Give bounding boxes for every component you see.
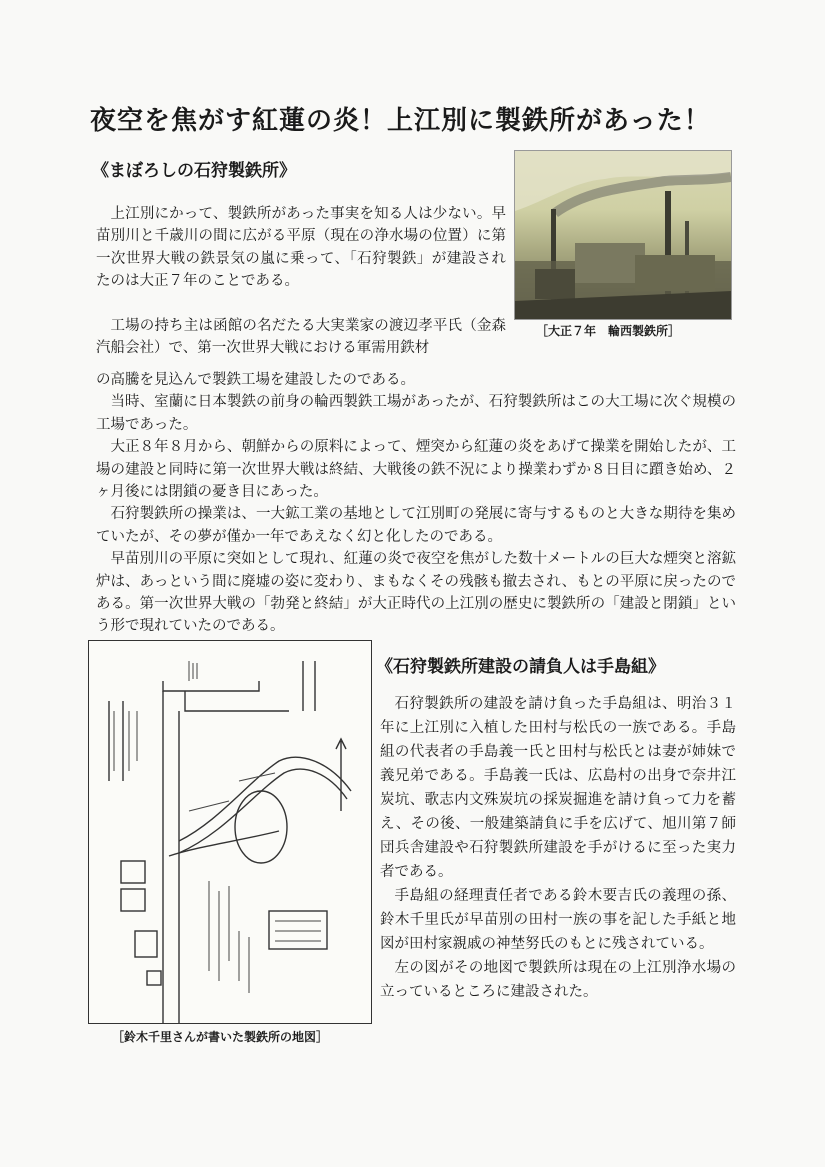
- paragraph: 上江別にかって、製鉄所があった事実を知る人は少ない。早苗別川と千歳川の間に広がる平原（現在の浄水場の位置）に第一次世界大戦の鉄景気の嵐に乗って、「石狩製鉄」が建設されたのは大正７年のことである。: [96, 206, 506, 290]
- paragraph: 早苗別川の平原に突如として現れ、紅蓮の炎で夜空を焦がした数十メートルの巨大な煙突と溶鉱炉は、あっという間に廃墟の姿に変わり、まもなくその残骸も撤去され、もとの平原に戻ったのである。第一次世界大戦の「勃発と終結」が大正時代の上江別の歴史に製鉄所の「建設と閉鎖」という形で現れていたのである。: [96, 551, 736, 635]
- ironworks-photo: [514, 150, 732, 320]
- section2-text: [380, 692, 736, 1004]
- section1-text-top: [96, 203, 506, 293]
- paragraph: 工場の持ち主は函館の名だたる大実業家の渡辺孝平氏（金森汽船会社）で、第一次世界大戦における軍需用鉄材: [96, 318, 506, 357]
- section1-text-top-2: [96, 315, 506, 360]
- photo-caption: ［大正７年 輪西製鉄所］: [536, 324, 681, 338]
- page-title: 夜空を焦がす紅蓮の炎！上江別に製鉄所があった！: [90, 106, 711, 136]
- paragraph: 石狩製鉄所の建設を請け負った手島組は、明治３１年に上江別に入植した田村与松氏の一族である。手島組の代表者の手島義一氏と田村与松氏とは妻が姉妹で義兄弟である。手島義一氏は、広島村の出身で奈井江炭坑、歌志内文殊炭坑の採炭掘進を請け負って力を蓄え、その後、一般建築請負に手を広げて、旭川第７師団兵舎建設や石狩製鉄所建設を手がけるに至った実力者である。: [380, 696, 736, 880]
- paragraph: 当時、室蘭に日本製鉄の前身の輪西製鉄工場があったが、石狩製鉄所はこの大工場に次ぐ規模の工場であった。: [96, 394, 736, 433]
- paragraph: 手島組の経理責任者である鈴木要吉氏の義理の孫、鈴木千里氏が早苗別の田村一族の事を記した手紙と地図が田村家親戚の神埜努氏のもとに残されている。: [380, 888, 736, 952]
- section1-text-full: [96, 369, 736, 638]
- paragraph: 石狩製鉄所の操業は、一大鉱工業の基地として江別町の発展に寄与するものと大きな期待を集めていたが、その夢が僅か一年であえなく幻と化したのである。: [96, 506, 736, 545]
- hand-drawn-map: [88, 640, 372, 1024]
- paragraph: 左の図がその地図で製鉄所は現在の上江別浄水場の立っているところに建設された。: [380, 960, 736, 1000]
- paragraph: 大正８年８月から、朝鮮からの原料によって、煙突から紅蓮の炎をあげて操業を開始したが、工場の建設と同時に第一次世界大戦は終結、大戦後の鉄不況により操業わずか８日目に躓き始め、２ヶ月後には閉鎖の憂き目にあった。: [96, 439, 736, 501]
- map-drawing: [89, 641, 371, 1023]
- map-caption: ［鈴木千里さんが書いた製鉄所の地図］: [112, 1030, 329, 1044]
- section-heading-contractor: 《石狩製鉄所建設の請負人は手島組》: [376, 657, 665, 677]
- factory-photo-drawing: [515, 151, 731, 319]
- paragraph: の高騰を見込んで製鉄工場を建設したのである。: [96, 372, 415, 388]
- section-heading-phantom-ironworks: 《まぼろしの石狩製鉄所》: [92, 161, 296, 181]
